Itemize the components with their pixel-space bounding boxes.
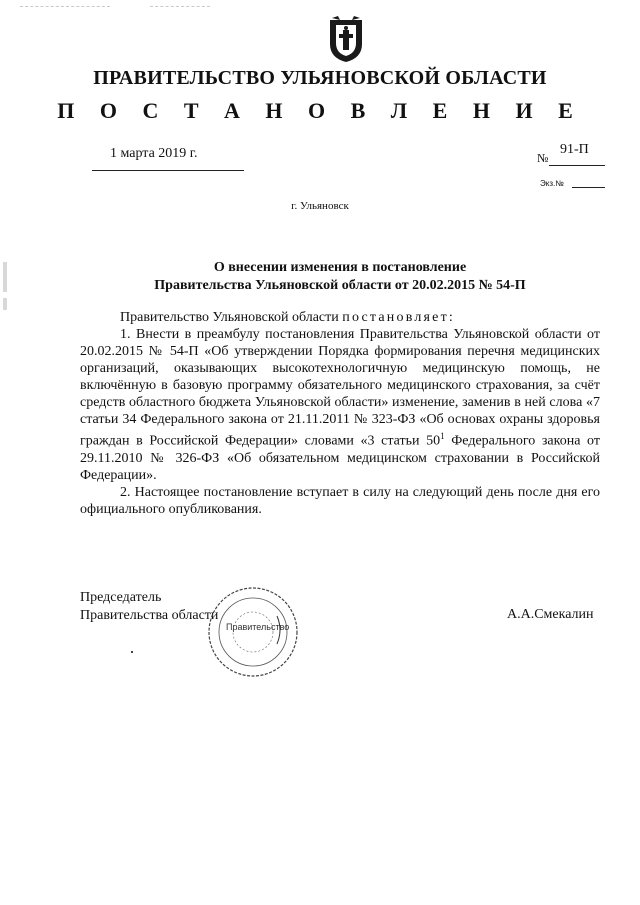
preamble xyxy=(80,309,600,326)
copy-number-underline xyxy=(572,187,605,188)
preamble-text: Правительство Ульяновской области xyxy=(120,310,343,325)
document-title xyxy=(80,259,600,295)
date-underline xyxy=(92,170,244,171)
document-number: 91-П xyxy=(560,142,589,157)
document-title-line2: Правительства Ульяновской области от 20.02.2015 № 54-П xyxy=(154,278,526,293)
number-underline xyxy=(549,165,605,166)
signatory-name: А.А.Смекалин xyxy=(507,607,594,622)
paragraph-1-end: Федерального закона от 29.11.2010 № 326-ФЗ «Об обязательном медицинском страховании в Российской Федерации». xyxy=(80,433,600,483)
signatory-position-line1: Председатель xyxy=(80,590,162,605)
copy-number-label: Экз.№ xyxy=(540,179,564,188)
city: г. Ульяновск xyxy=(291,200,349,212)
document-title-line1: О внесении изменения в постановление xyxy=(213,260,467,275)
scan-artifact xyxy=(3,262,7,292)
number-label: № xyxy=(537,151,549,165)
document-body xyxy=(80,309,600,518)
preamble-decree: постановляет: xyxy=(342,310,455,325)
scan-artifact xyxy=(131,651,133,653)
paragraph-2: 2. Настоящее постановление вступает в силу на следующий день после дня его официального опубликования. xyxy=(80,484,600,517)
scan-artifact xyxy=(3,298,7,310)
signatory-position xyxy=(80,589,218,625)
signatory-position-line2: Правительства области xyxy=(80,608,219,623)
scan-artifact xyxy=(20,6,110,7)
stamp-label: Правительство xyxy=(226,622,290,632)
scan-artifact xyxy=(150,6,210,7)
superscript: 1 xyxy=(440,431,445,441)
coat-of-arms-emblem xyxy=(326,16,366,64)
document-type: П О С Т А Н О В Л Е Н И Е xyxy=(57,98,583,123)
organization-header: ПРАВИТЕЛЬСТВО УЛЬЯНОВСКОЙ ОБЛАСТИ xyxy=(93,67,547,89)
document-date: 1 марта 2019 г. xyxy=(110,146,198,161)
paragraph-1-text: 1. Внести в преамбулу постановления Правительства Ульяновской области от 20.02.2015 № 54-П «Об утверждении Порядка формирования перечня медицинских организаций, оказывающих высокотехнологичную медицинскую помощь, не включённую в базовую программу обязательного медицинского страхования, за счёт средств областного бюджета Ульяновской области» изменение, заменив в ней слова «7 статьи 34 Федерального закона от 21.11.2011 № 323-ФЗ «Об основах охраны здоровья граждан в Российской Федерации» словами «3 статьи 50 xyxy=(80,327,600,449)
official-stamp xyxy=(207,586,299,678)
paragraph-1 xyxy=(80,326,600,484)
